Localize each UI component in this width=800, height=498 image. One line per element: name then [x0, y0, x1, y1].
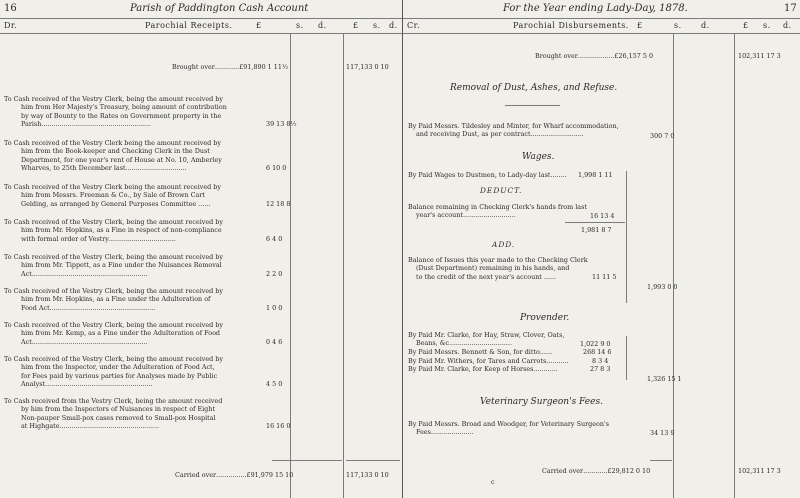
tildesley-amount: 300 7 0: [650, 132, 675, 140]
left-col-shillings: s.: [296, 21, 304, 30]
wages-line: By Paid Wages to Dustmen, to Lady-day last........: [408, 171, 567, 179]
provender-2-line: By Paid Messrs. Bennett & Son, for ditto: [408, 348, 540, 356]
receipt-entry: [4, 355, 286, 389]
wages-total: 1,993 0 0: [647, 283, 678, 291]
right-carried-over: Carried over............£29,812 0 10: [542, 467, 651, 475]
provender-3-amount: 8 3 4: [592, 357, 609, 365]
header-bottom-rule: [0, 33, 800, 34]
left-carried-over: Carried over...............£91,979 15 10: [175, 471, 294, 479]
wages-line-text: By Paid Wages to Dustmen, to Lady-day last: [408, 171, 551, 179]
receipt-entry-line: To Cash received of the Vestry Clerk being the amount received by: [4, 183, 221, 191]
receipt-entry-amount: 0 4 6: [266, 337, 283, 346]
balance-checking-line-2: year's account: [416, 211, 463, 220]
left-total-shillings: s.: [373, 21, 381, 30]
right-carried-over-total: 102,311 17 3: [738, 467, 781, 475]
receipt-entry: [4, 253, 286, 278]
provender-entry-1: By Paid Mr. Clarke, for Hay, Straw, Clover, Oats, Beans, &c...............................: [408, 331, 565, 348]
receipt-entry-line: him from the Book-keeper and Checking Clerk in the Dust: [21, 147, 210, 156]
provender-4-line: By Paid Mr. Clarke, for Keep of Horses: [408, 365, 534, 373]
receipt-entry-amount: 39 13 8½: [266, 120, 297, 129]
balance-issues-amount: 11 11 5: [592, 273, 617, 281]
receipt-entry: [4, 287, 286, 312]
receipt-entry-amount: 2 2 0: [266, 269, 283, 278]
left-page-number: 16: [4, 3, 17, 14]
right-col-pence: d.: [701, 21, 710, 30]
left-col-pence: d.: [318, 21, 327, 30]
wages-heading: Wages.: [522, 152, 555, 162]
right-total-column-rule: [734, 33, 735, 498]
right-brought-over-amount: £26,157 5 0: [614, 52, 654, 60]
receipt-entry-line: To Cash received of the Vestry Clerk, being the amount received by: [4, 287, 223, 295]
receipt-entry-line: at Highgate.................................................: [21, 422, 160, 431]
receipt-entry-line: Non-pauper Small-pox cases removed to Small-pox Hospital: [21, 413, 216, 422]
add-heading: ADD.: [492, 240, 516, 249]
receipt-entry-line: him from the Inspector, under the Adulteration of Food Act,: [21, 363, 215, 372]
receipt-entry-amount: 4 5 0: [266, 380, 283, 389]
removal-heading-rule: [505, 105, 560, 106]
provender-bracket: [626, 336, 627, 380]
right-total-pounds: £: [743, 21, 749, 30]
receipt-entry: [4, 218, 286, 243]
vet-line-1: By Paid Messrs. Broad and Woodger, for Veterinary Surgeon's: [408, 420, 609, 428]
receipt-entry-line: by him from the Inspectors of Nuisances in respect of Eight: [21, 405, 215, 414]
receipt-entry-line: To Cash received of the Vestry Clerk, being the amount received by: [4, 321, 223, 329]
left-carried-over-amount: £91,979 15 10: [246, 471, 294, 479]
right-brought-over-total: 102,311 17 3: [738, 52, 781, 60]
receipt-entry-line: To Cash received of the Vestry Clerk, being the amount received by: [4, 218, 223, 226]
deduct-sum-rule: [565, 222, 625, 223]
parochial-receipts-heading: Parochial Receipts.: [145, 21, 233, 30]
right-total-shillings: s.: [763, 21, 771, 30]
provender-entry-4: By Paid Mr. Clarke, for Keep of Horses............: [408, 365, 558, 373]
left-carried-over-label: Carried over: [175, 471, 217, 479]
right-carried-over-amount: £29,812 0 10: [607, 467, 651, 475]
left-page-title: Parish of Paddington Cash Account: [130, 3, 309, 14]
signature-mark: c: [491, 478, 495, 486]
balance-issues-entry: [408, 256, 588, 281]
receipt-entry-line: for Fees paid by various parties for Analyses made by Public: [21, 371, 218, 380]
right-page-number: 17: [784, 3, 797, 14]
provender-1-amount: 1,022 9 0: [580, 340, 611, 348]
left-brought-over: Brought over............£91,890 1 11½: [172, 63, 289, 71]
receipt-entry-line: To Cash received of the Vestry Clerk, being the amount received by: [4, 95, 223, 103]
receipt-entry-line: Analyst.....................................................: [21, 380, 153, 389]
receipt-entry-amount: 6 10 0: [266, 164, 287, 173]
right-total-pence: d.: [783, 21, 792, 30]
vet-amount: 34 13 9: [650, 429, 675, 437]
right-sum-rule: [650, 460, 672, 461]
provender-total: 1,326 15 1: [647, 375, 682, 383]
deduct-heading: DEDUCT.: [480, 186, 523, 195]
right-col-shillings: s.: [674, 21, 682, 30]
balance-issues-line-2: (Dust Department) remaining in his hands, and: [416, 264, 570, 273]
vet-line-2: Fees: [416, 428, 431, 437]
receipt-entry-line: To Cash received of the Vestry Clerk, being the amount received by: [4, 355, 223, 363]
vet-entry: By Paid Messrs. Broad and Woodger, for Veterinary Surgeon's Fees.....................: [408, 420, 609, 437]
left-total-column-rule: [343, 33, 344, 498]
wages-subtotal: 1,981 8 7: [581, 226, 612, 234]
right-col-pounds: £: [637, 21, 643, 30]
right-carried-over-label: Carried over: [542, 467, 584, 475]
left-total-sum-rule: [346, 460, 400, 461]
receipt-entry: [4, 95, 286, 129]
receipt-entry-line: Gelding, as arranged by General Purposes Committee ......: [21, 199, 211, 208]
right-brought-over-label: Brought over: [535, 52, 578, 60]
receipt-entry-line: Act.........................................................: [21, 337, 148, 346]
left-total-pence: d.: [389, 21, 398, 30]
receipt-entry-line: To Cash received of the Vestry Clerk, being the amount received by: [4, 253, 223, 261]
provender-2-amount: 268 14 6: [583, 348, 612, 356]
receipt-entry: [4, 321, 286, 346]
receipt-entry-amount: 12 18 8: [266, 199, 291, 208]
tildesley-line-1: By Paid Messrs. Tildesley and Minter, for Wharf accommodation,: [408, 122, 619, 130]
tildesley-entry: By Paid Messrs. Tildesley and Minter, for Wharf accommodation, and receiving Dust, as per contract..........................: [408, 122, 619, 139]
receipt-entry-line: To Cash received of the Vestry Clerk being the amount received by: [4, 139, 221, 147]
left-brought-over-label: Brought over: [172, 63, 215, 71]
receipt-entry: [4, 183, 286, 208]
receipt-entry-line: Wharves, to 25th December last..............................: [21, 164, 187, 173]
left-col-pounds: £: [256, 21, 262, 30]
receipt-entry-amount: 16 16 0: [266, 422, 291, 431]
vet-heading: Veterinary Surgeon's Fees.: [480, 397, 603, 407]
removal-heading: Removal of Dust, Ashes, and Refuse.: [450, 83, 618, 93]
receipt-entry-line: him from Mr. Hopkins, as a Fine under the Adulteration of: [21, 295, 211, 304]
receipt-entry-line: by way of Bounty to the Rates on Government property in the: [21, 111, 222, 120]
receipt-entry-line: him from Mr. Tippett, as a Fine under the Nuisances Removal: [21, 261, 222, 270]
receipt-entry: [4, 397, 286, 431]
receipt-entry-line: with formal order of Vestry.................................: [21, 234, 176, 243]
receipt-entry-line: Parish......................................................: [21, 120, 152, 129]
left-brought-over-amount: £91,890 1 11½: [239, 63, 289, 71]
receipt-entry-line: Food Act....................................................: [21, 303, 156, 312]
left-sum-rule: [272, 460, 342, 461]
provender-entry-2: By Paid Messrs. Bennett & Son, for ditto......: [408, 348, 553, 356]
cr-label: Cr.: [407, 21, 421, 30]
provender-1-line-1: By Paid Mr. Clarke, for Hay, Straw, Clover, Oats,: [408, 331, 565, 339]
wages-amount: 1,998 1 11: [578, 171, 613, 179]
receipt-entry-line: Department, for one year's rent of House at No. 10, Amberley: [21, 155, 222, 164]
parochial-disbursements-heading: Parochial Disbursements.: [513, 21, 629, 30]
balance-issues-line-1: Balance of Issues this year made to the Checking Clerk: [408, 256, 588, 264]
balance-checking-entry: Balance remaining in Checking Clerk's hands from last year's account..........................: [408, 203, 587, 220]
right-page-title: For the Year ending Lady-Day, 1878.: [503, 3, 688, 14]
balance-checking-line-1: Balance remaining in Checking Clerk's hands from last: [408, 203, 587, 211]
right-brought-over: Brought over..................£26,157 5 0: [535, 52, 654, 60]
provender-entry-3: By Paid Mr. Withers, for Tares and Carrots...........: [408, 357, 569, 365]
balance-checking-amount: 16 13 4: [590, 212, 615, 220]
page-gutter: [402, 0, 403, 498]
left-brought-over-total: 117,133 0 10: [346, 63, 389, 71]
receipt-entry-line: him from Her Majesty's Treasury, being amount of contribution: [21, 103, 227, 112]
dr-label: Dr.: [4, 21, 18, 30]
header-top-rule: [0, 18, 800, 19]
wages-bracket: [626, 171, 627, 303]
provender-4-amount: 27 8 3: [590, 365, 611, 373]
receipt-entry-amount: 6 4 0: [266, 234, 283, 243]
receipt-entry-amount: 1 0 0: [266, 303, 283, 312]
receipt-entry-line: Act.........................................................: [21, 269, 148, 278]
provender-1-line-2: Beans, &c.: [416, 339, 452, 348]
left-total-pounds: £: [353, 21, 359, 30]
balance-issues-line-3: to the credit of the next year's account ......: [416, 272, 557, 281]
receipt-entry-line: To Cash received from the Vestry Clerk, being the amount received: [4, 397, 223, 405]
receipt-entry-line: him from Messrs. Freeman & Co., by Sale of Brown Cart: [21, 191, 205, 200]
tildesley-line-2: and receiving Dust, as per contract: [416, 130, 531, 139]
left-carried-over-total: 117,133 0 10: [346, 471, 389, 479]
receipt-entry-line: him from Mr. Hopkins, as a Fine in respect of non-compliance: [21, 226, 222, 235]
receipt-entry: [4, 139, 286, 173]
provender-heading: Provender.: [520, 313, 570, 323]
receipt-entry-line: him from Mr. Kemp, as a Fine under the Adulteration of Food: [21, 329, 221, 338]
provender-3-line: By Paid Mr. Withers, for Tares and Carrots: [408, 357, 547, 365]
